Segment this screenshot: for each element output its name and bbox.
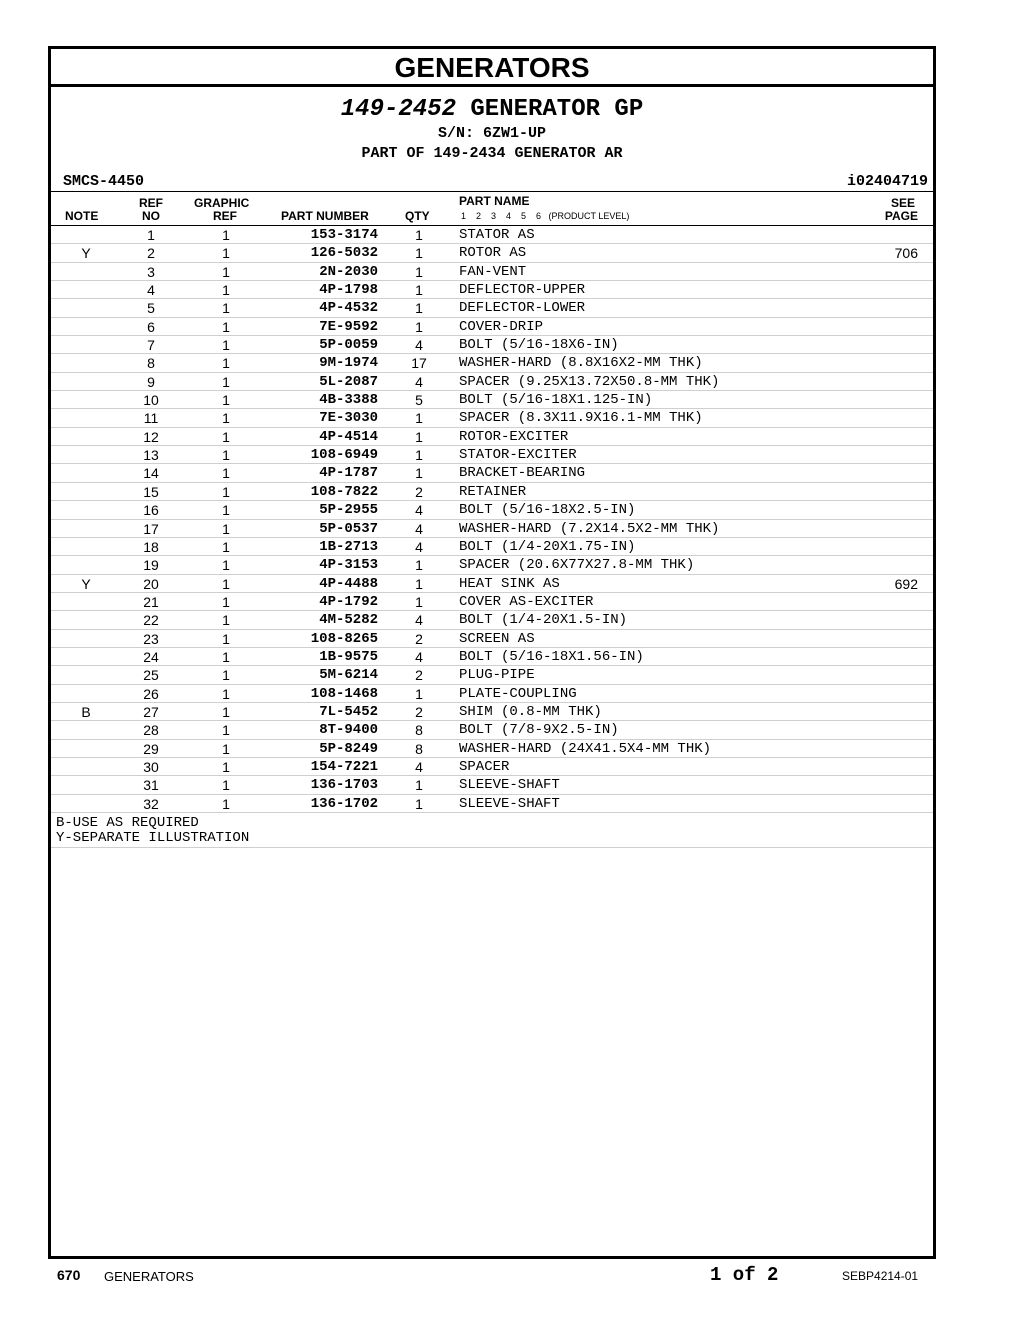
- table-row: [51, 244, 933, 262]
- qty-cell: 2: [415, 630, 423, 647]
- part-name-cell: PLUG-PIPE: [459, 667, 535, 684]
- graphic-ref-cell: 1: [222, 630, 230, 647]
- qty-cell: 8: [415, 740, 423, 757]
- ref-no-cell: 8: [147, 355, 155, 372]
- ref-no-cell: 27: [143, 703, 159, 720]
- part-number-cell: 4P-1787: [319, 465, 378, 482]
- graphic-ref-cell: 1: [222, 520, 230, 537]
- part-name-cell: SLEEVE-SHAFT: [459, 777, 560, 794]
- part-number-cell: 4P-1798: [319, 282, 378, 299]
- part-number-cell: 4P-1792: [319, 593, 378, 610]
- ref-no-cell: 12: [143, 428, 159, 445]
- part-number-cell: 126-5032: [310, 245, 378, 262]
- part-name-cell: BOLT (5/16-18X2.5-IN): [459, 502, 636, 519]
- part-number-cell: 4P-4532: [319, 300, 378, 317]
- ref-no-cell: 6: [147, 318, 155, 335]
- qty-cell: 4: [415, 612, 423, 629]
- qty-cell: 1: [415, 575, 423, 592]
- part-number-cell: 4P-4488: [319, 575, 378, 592]
- table-row: [51, 721, 933, 739]
- qty-cell: 2: [415, 667, 423, 684]
- ref-no-cell: 10: [143, 392, 159, 409]
- part-number-cell: 5P-0537: [319, 520, 378, 537]
- ref-no-cell: 16: [143, 502, 159, 519]
- graphic-ref-cell: 1: [222, 245, 230, 262]
- qty-cell: 1: [415, 795, 423, 812]
- section-title: GENERATORS: [51, 49, 933, 87]
- ref-no-cell: 11: [143, 410, 159, 427]
- part-name-cell: COVER AS-EXCITER: [459, 593, 594, 610]
- page-of: 1 of 2: [710, 1264, 779, 1286]
- qty-cell: 4: [415, 373, 423, 390]
- graphic-ref-cell: 1: [222, 282, 230, 299]
- graphic-ref-cell: 1: [222, 483, 230, 500]
- table-row: [51, 299, 933, 317]
- part-name-cell: BOLT (1/4-20X1.75-IN): [459, 538, 636, 555]
- graphic-ref-cell: 1: [222, 502, 230, 519]
- ref-no-cell: 15: [143, 483, 159, 500]
- graphic-ref-cell: 1: [222, 447, 230, 464]
- part-name-cell: WASHER-HARD (24X41.5X4-MM THK): [459, 740, 712, 757]
- part-name-cell: ROTOR AS: [459, 245, 527, 262]
- graphic-ref-cell: 1: [222, 337, 230, 354]
- qty-cell: 1: [415, 777, 423, 794]
- part-number-cell: 5P-0059: [319, 337, 378, 354]
- ref-no-cell: 14: [143, 465, 159, 482]
- ref-no-cell: 7: [147, 337, 155, 354]
- header-product-levels: 1 2 3 4 5 6 (PRODUCT LEVEL): [461, 211, 630, 221]
- qty-cell: 1: [415, 263, 423, 280]
- ref-no-cell: 29: [143, 740, 159, 757]
- part-number-cell: 8T-9400: [319, 722, 378, 739]
- table-row: [51, 556, 933, 574]
- header-note: NOTE: [65, 209, 99, 223]
- qty-cell: 1: [415, 593, 423, 610]
- ref-no-cell: 1: [147, 227, 155, 243]
- table-row: [51, 795, 933, 813]
- graphic-ref-cell: 1: [222, 740, 230, 757]
- group-number: 149-2452: [340, 96, 456, 123]
- part-name-cell: HEAT SINK AS: [459, 575, 560, 592]
- table-row: [51, 501, 933, 519]
- graphic-ref-cell: 1: [222, 300, 230, 317]
- page-number: 670: [57, 1267, 81, 1283]
- part-of-line: PART OF 149-2434 GENERATOR AR: [361, 145, 623, 162]
- note-cell: B: [81, 703, 91, 720]
- graphic-ref-cell: 1: [222, 685, 230, 702]
- part-number-cell: 5M-6214: [319, 667, 378, 684]
- table-row: [51, 593, 933, 611]
- ref-no-cell: 22: [143, 612, 159, 629]
- header-see-top: SEE: [890, 196, 915, 210]
- ref-no-cell: 26: [143, 685, 159, 702]
- part-number-cell: 5L-2087: [319, 373, 378, 390]
- qty-cell: 1: [415, 447, 423, 464]
- graphic-ref-cell: 1: [222, 227, 230, 243]
- table-row: [51, 318, 933, 336]
- note-line: B-USE AS REQUIRED: [56, 815, 199, 831]
- part-number-cell: 108-1468: [310, 685, 378, 702]
- qty-cell: 1: [415, 557, 423, 574]
- ref-no-cell: 19: [143, 557, 159, 574]
- graphic-ref-cell: 1: [222, 795, 230, 812]
- table-row: [51, 483, 933, 501]
- part-name-cell: FAN-VENT: [459, 263, 527, 280]
- notes-block: [51, 813, 933, 848]
- part-name-cell: SLEEVE-SHAFT: [459, 795, 560, 812]
- ref-no-cell: 32: [143, 795, 159, 812]
- ref-no-cell: 3: [147, 263, 155, 280]
- table-row: [51, 409, 933, 427]
- graphic-ref-cell: 1: [222, 410, 230, 427]
- table-row: [51, 281, 933, 299]
- qty-cell: 4: [415, 502, 423, 519]
- table-row: [51, 666, 933, 684]
- ref-no-cell: 4: [147, 282, 155, 299]
- graphic-ref-cell: 1: [222, 575, 230, 592]
- graphic-ref-cell: 1: [222, 373, 230, 390]
- part-number-cell: 7L-5452: [319, 703, 378, 720]
- qty-cell: 4: [415, 520, 423, 537]
- ref-no-cell: 28: [143, 722, 159, 739]
- graphic-ref-cell: 1: [222, 263, 230, 280]
- part-name-cell: SPACER (9.25X13.72X50.8-MM THK): [459, 373, 720, 390]
- qty-cell: 5: [415, 392, 423, 409]
- table-row: [51, 263, 933, 281]
- table-row: [51, 776, 933, 794]
- qty-cell: 1: [415, 465, 423, 482]
- graphic-ref-cell: 1: [222, 722, 230, 739]
- graphic-ref-cell: 1: [222, 557, 230, 574]
- qty-cell: 1: [415, 685, 423, 702]
- graphic-ref-cell: 1: [222, 667, 230, 684]
- qty-cell: 1: [415, 245, 423, 262]
- ref-no-cell: 30: [143, 758, 159, 775]
- part-name-cell: WASHER-HARD (8.8X16X2-MM THK): [459, 355, 703, 372]
- graphic-ref-cell: 1: [222, 355, 230, 372]
- table-row: [51, 611, 933, 629]
- part-number-cell: 4P-4514: [319, 428, 378, 445]
- part-name-cell: SHIM (0.8-MM THK): [459, 703, 602, 720]
- header-part-number: PART NUMBER: [281, 209, 369, 223]
- graphic-ref-cell: 1: [222, 648, 230, 665]
- part-name-cell: SPACER (8.3X11.9X16.1-MM THK): [459, 410, 703, 427]
- qty-cell: 8: [415, 722, 423, 739]
- qty-cell: 1: [415, 428, 423, 445]
- qty-cell: 1: [415, 282, 423, 299]
- table-row: [51, 575, 933, 593]
- part-number-cell: 108-7822: [310, 483, 378, 500]
- part-number-cell: 7E-3030: [319, 410, 378, 427]
- see-page-cell: 692: [894, 575, 918, 592]
- table-row: [51, 464, 933, 482]
- table-row: [51, 354, 933, 372]
- ref-no-cell: 21: [143, 593, 159, 610]
- part-name-cell: DEFLECTOR-UPPER: [459, 282, 586, 299]
- table-row: [51, 226, 933, 244]
- group-name: GENERATOR GP: [470, 96, 644, 123]
- table-row: [51, 630, 933, 648]
- table-row: [51, 520, 933, 538]
- graphic-ref-cell: 1: [222, 612, 230, 629]
- graphic-ref-cell: 1: [222, 428, 230, 445]
- part-name-cell: SPACER (20.6X77X27.8-MM THK): [459, 557, 695, 574]
- part-number-cell: 4B-3388: [319, 392, 378, 409]
- header-qty: QTY: [405, 209, 430, 223]
- qty-cell: 2: [415, 703, 423, 720]
- part-number-cell: 7E-9592: [319, 318, 378, 335]
- graphic-ref-cell: 1: [222, 465, 230, 482]
- table-row: [51, 758, 933, 776]
- qty-cell: 17: [411, 355, 427, 372]
- header-graphic-top: GRAPHIC: [194, 196, 250, 210]
- graphic-ref-cell: 1: [222, 593, 230, 610]
- graphic-ref-cell: 1: [222, 318, 230, 335]
- part-number-cell: 2N-2030: [319, 263, 378, 280]
- qty-cell: 4: [415, 758, 423, 775]
- note-cell: Y: [81, 245, 91, 262]
- note-cell: Y: [81, 575, 91, 592]
- table-row: [51, 428, 933, 446]
- serial-number: S/N: 6ZW1-UP: [437, 125, 547, 142]
- part-name-cell: BOLT (7/8-9X2.5-IN): [459, 722, 619, 739]
- header-ref-bottom: NO: [142, 209, 160, 223]
- table-row: [51, 703, 933, 721]
- table-row: [51, 685, 933, 703]
- part-number-cell: 136-1703: [310, 777, 378, 794]
- ref-no-cell: 24: [143, 648, 159, 665]
- part-name-cell: BOLT (5/16-18X6-IN): [459, 337, 619, 354]
- part-name-cell: BOLT (5/16-18X1.125-IN): [459, 392, 653, 409]
- table-row: [51, 538, 933, 556]
- ref-no-cell: 2: [147, 245, 155, 262]
- part-name-cell: SPACER: [459, 758, 510, 775]
- qty-cell: 1: [415, 300, 423, 317]
- ref-no-cell: 31: [143, 777, 159, 794]
- part-name-cell: PLATE-COUPLING: [459, 685, 577, 702]
- footer-section: GENERATORS: [104, 1269, 194, 1284]
- part-name-cell: STATOR AS: [459, 227, 535, 243]
- part-name-cell: WASHER-HARD (7.2X14.5X2-MM THK): [459, 520, 720, 537]
- part-number-cell: 4M-5282: [319, 612, 378, 629]
- header-see-bottom: PAGE: [884, 209, 918, 223]
- table-row: [51, 373, 933, 391]
- part-name-cell: BRACKET-BEARING: [459, 465, 586, 482]
- part-name-cell: COVER-DRIP: [459, 318, 544, 335]
- ref-no-cell: 25: [143, 667, 159, 684]
- qty-cell: 4: [415, 337, 423, 354]
- part-number-cell: 9M-1974: [319, 355, 378, 372]
- part-name-cell: ROTOR-EXCITER: [459, 428, 569, 445]
- part-number-cell: 5P-2955: [319, 502, 378, 519]
- ref-no-cell: 13: [143, 447, 159, 464]
- ref-no-cell: 5: [147, 300, 155, 317]
- part-name-cell: BOLT (1/4-20X1.5-IN): [459, 612, 628, 629]
- ref-no-cell: 23: [143, 630, 159, 647]
- graphic-ref-cell: 1: [222, 758, 230, 775]
- document-id: SEBP4214-01: [842, 1269, 919, 1283]
- part-name-cell: BOLT (5/16-18X1.56-IN): [459, 648, 644, 665]
- table-row: [51, 740, 933, 758]
- part-number-cell: 153-3174: [310, 227, 378, 243]
- ref-no-cell: 9: [147, 373, 155, 390]
- header-part-name: PART NAME: [459, 194, 530, 208]
- part-number-cell: 1B-9575: [319, 648, 378, 665]
- part-name-cell: STATOR-EXCITER: [459, 447, 577, 464]
- table-row: [51, 446, 933, 464]
- graphic-ref-cell: 1: [222, 538, 230, 555]
- graphic-ref-cell: 1: [222, 392, 230, 409]
- smcs-code: SMCS-4450: [63, 173, 145, 190]
- part-name-cell: DEFLECTOR-LOWER: [459, 300, 586, 317]
- ref-no-cell: 18: [143, 538, 159, 555]
- see-page-cell: 706: [894, 245, 918, 262]
- qty-cell: 1: [415, 410, 423, 427]
- part-number-cell: 5P-8249: [319, 740, 378, 757]
- part-number-cell: 108-6949: [310, 447, 378, 464]
- qty-cell: 1: [415, 227, 423, 243]
- parts-table-body: [51, 226, 933, 813]
- qty-cell: 1: [415, 318, 423, 335]
- table-row: [51, 336, 933, 354]
- table-header: [51, 191, 933, 226]
- graphic-ref-cell: 1: [222, 777, 230, 794]
- part-number-cell: 136-1702: [310, 795, 378, 812]
- ref-no-cell: 20: [143, 575, 159, 592]
- group-title: [51, 96, 933, 124]
- note-line: Y-SEPARATE ILLUSTRATION: [56, 830, 250, 846]
- qty-cell: 4: [415, 648, 423, 665]
- illustration-id: i02404719: [846, 173, 928, 190]
- qty-cell: 2: [415, 483, 423, 500]
- table-row: [51, 391, 933, 409]
- qty-cell: 4: [415, 538, 423, 555]
- page-footer: [0, 1264, 1020, 1288]
- ref-no-cell: 17: [143, 520, 159, 537]
- part-number-cell: 108-8265: [310, 630, 378, 647]
- part-number-cell: 1B-2713: [319, 538, 378, 555]
- header-ref-top: REF: [139, 196, 163, 210]
- part-number-cell: 154-7221: [310, 758, 378, 775]
- header-graphic-bottom: REF: [213, 209, 237, 223]
- parts-list-frame: [48, 46, 936, 1259]
- table-row: [51, 648, 933, 666]
- graphic-ref-cell: 1: [222, 703, 230, 720]
- part-name-cell: RETAINER: [459, 483, 527, 500]
- id-row: [51, 169, 933, 191]
- part-name-cell: SCREEN AS: [459, 630, 535, 647]
- part-number-cell: 4P-3153: [319, 557, 378, 574]
